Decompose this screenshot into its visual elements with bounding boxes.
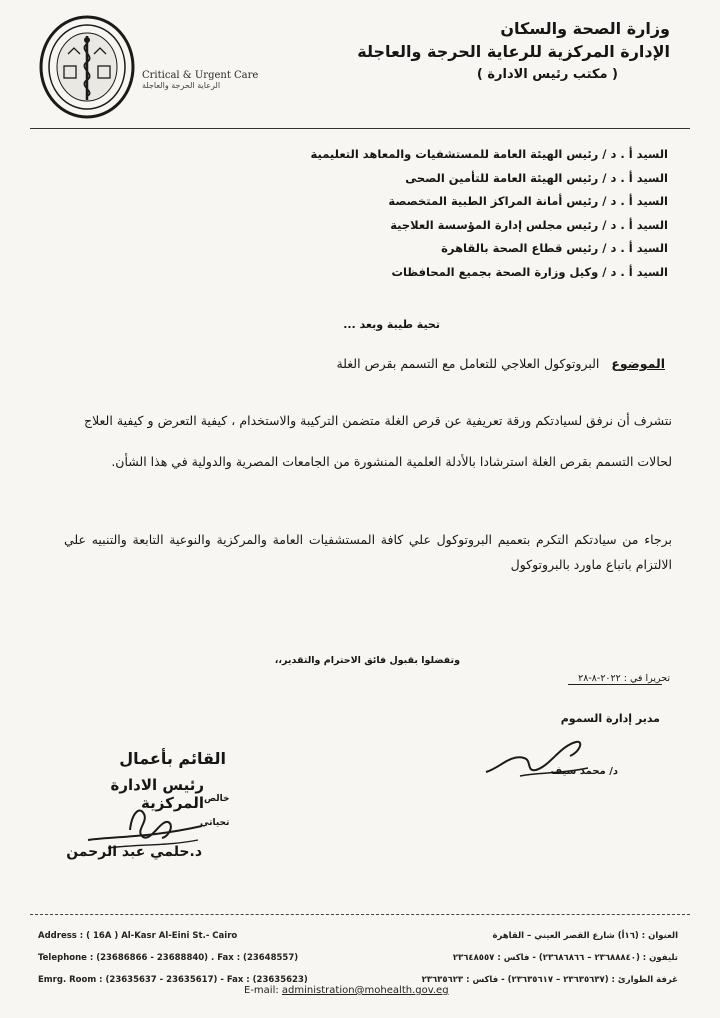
recipient-line: السيد أ . د / رئيس أمانة المراكز الطبية المتخصصة [388,194,668,208]
footer-address-en: Address : ( 16A ) Al-Kasr Al-Eini St.- Cairo [38,931,238,941]
greeting: تحية طيبة وبعد ... [343,318,440,331]
ministry-name: وزارة الصحة والسكان [500,19,670,38]
body-paragraph-1: نتشرف أن نرفق لسيادتكم ورقة تعريفية عن قرص الغلة متضمن التركيبة والاستخدام ، كيفية التعرض و كيفية العلاج لحالات التسمم بقرص الغلة استرشادا بالأدلة العلمية المنشورة من الجامعات المصرية والدولية في هذا الشأن. [84,413,672,469]
footer-emergency-ar: غرفة الطوارئ : (٢٣٦٣٥٦٣٧ – ٢٣٦٣٥٦١٧) - فاكس : ٢٣٦٣٥٦٢٣ [421,975,678,985]
date-underline [568,684,662,685]
logo-caption-arabic: الرعاية الحرجة والعاجلة [142,81,221,90]
office-name: ( مكتب رئيس الادارة ) [476,67,618,82]
recipient-line: السيد أ . د / وكيل وزارة الصحة بجميع المحافظات [391,264,668,279]
footer-contact-english [38,925,338,991]
subject-text: البروتوكول العلاجي للتعامل مع التسمم بقرص الغلة [336,356,600,371]
footer-telephone-en: Telephone : (23686866 - 23688840) . Fax : (23648557) [38,953,299,963]
stamp-text-2: تحياتي [200,818,230,828]
email-link[interactable]: administration@mohealth.gov.eg [281,985,449,996]
recipient-line: السيد أ . د / رئيس الهيئة العامة للمستشفيات والمعاهد التعليمية [310,147,668,161]
director-name: د/ محمد سيف [550,766,618,777]
footer-address-ar: العنوان : (١٦أ) شارع القصر العيني – القاهرة [492,931,678,941]
footer-divider [30,914,690,915]
footer-email [244,985,504,996]
closing-line: وتفضلوا بقبول فائق الاحترام والتقدير،، [274,655,460,666]
recipient-list [248,143,668,284]
footer-telephone-ar: تليفون : (٢٣٦٨٨٨٤٠ – ٢٣٦٨٦٨٦٦) - فاكس : ٢٣٦٤٨٥٥٧ [452,953,678,963]
header-divider [30,128,690,129]
department-name: الإدارة المركزية للرعاية الحرجة والعاجلة [357,42,670,61]
recipient-line: السيد أ . د / رئيس الهيئة العامة للتأمين الصحى [405,170,668,185]
letterhead [340,18,670,86]
acting-title: القائم بأعمال [119,749,226,768]
issue-date: تحريرا في : ٢٠٢٢-٨-٢٨ [578,673,670,684]
subject-label: الموضوع [611,356,665,371]
body-paragraph-2: برجاء من سيادتكم التكرم بتعميم البروتوكول علي كافة المستشفيات العامة والمركزية والنوعية التابعة والتنبيه علي الالتزام باتباع ماورد بالبروتوكول [64,532,672,572]
footer-contact-arabic [378,925,678,991]
ministry-logo-seal [38,14,136,120]
acting-head-name: د.حلمي عبد الرحمن [66,844,202,860]
email-label: E-mail: [244,985,279,996]
stamp-text-1: خالص [204,794,230,804]
logo-caption-english: Critical & Urgent Care [142,70,259,81]
director-title: مدير إدارة السموم [560,712,660,725]
acting-position: رئيس الادارة المركزية [110,776,204,812]
footer-emergency-en: Emrg. Room : (23635637 - 23635617) - Fax : (23635623) [38,975,308,985]
recipient-line: السيد أ . د / رئيس مجلس إدارة المؤسسة العلاجية [390,217,668,232]
subject-line [165,356,665,371]
logo-caption [142,70,262,90]
recipient-line: السيد أ . د / رئيس قطاع الصحة بالقاهرة [441,241,668,255]
